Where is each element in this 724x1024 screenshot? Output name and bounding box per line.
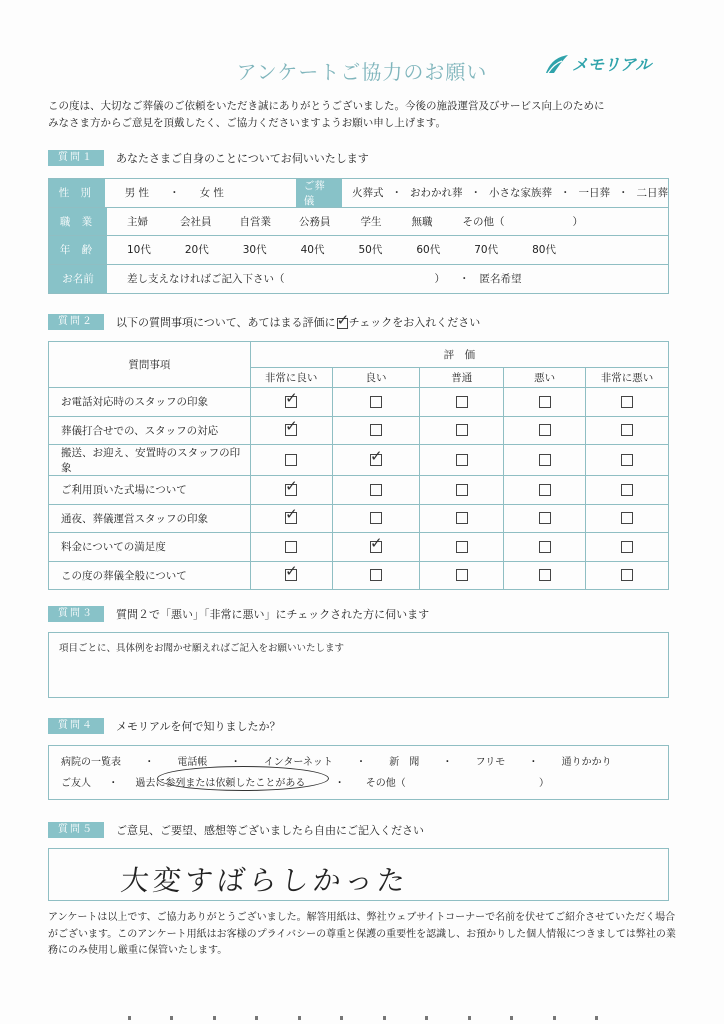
name-row — [49, 265, 668, 294]
checkbox[interactable] — [370, 396, 382, 408]
separator: ・ — [108, 778, 119, 789]
job-label: 職 業 — [49, 208, 107, 236]
job-row — [49, 208, 668, 237]
profile-table — [48, 178, 669, 294]
rating-cell — [586, 561, 669, 590]
q3-prompt: 項目ごとに、具体例をお聞かせ願えればご記入をお願いいたします — [59, 643, 345, 654]
rating-cell — [332, 476, 420, 505]
gender-row — [49, 179, 668, 208]
job-options — [107, 208, 603, 236]
checkbox[interactable] — [456, 454, 468, 466]
company-logo — [544, 52, 651, 75]
separator: ・ — [391, 187, 402, 200]
table-row — [49, 476, 669, 505]
intro-text — [48, 98, 678, 132]
checkbox[interactable] — [370, 569, 382, 581]
checkbox-checked[interactable] — [369, 447, 383, 466]
rating-cell — [420, 476, 504, 505]
rating-cell — [332, 533, 420, 562]
footer-line: アンケートは以上です、ご協力ありがとうございました。解答用紙は、弊社ウェブサイトコーナーで名前を伏せてご紹介させていただく場合 — [48, 912, 676, 923]
section5-tag: 質問５ — [48, 822, 104, 838]
gender-label: 性 別 — [49, 179, 105, 207]
checkbox[interactable] — [456, 541, 468, 553]
rating-cell — [332, 504, 420, 533]
section5-text: ご意見、ご要望、感想等ございましたら自由にご記入ください — [116, 824, 424, 837]
section3-tag: 質問３ — [48, 606, 104, 622]
checkmark-icon: ✓ — [285, 562, 298, 581]
checkbox[interactable] — [539, 541, 551, 553]
rating-cell — [420, 416, 504, 445]
question-label: 葬儀打合せでの、スタッフの対応 — [49, 416, 251, 445]
section4-header — [48, 718, 281, 734]
checkmark-icon: ✓ — [285, 417, 298, 436]
option[interactable]: 50代 — [358, 244, 383, 257]
option-selected[interactable]: 過去に参列または依頼したことがある — [135, 778, 306, 789]
checkbox[interactable] — [621, 541, 633, 553]
selection-circle — [157, 766, 329, 791]
separator: ・ — [169, 187, 180, 200]
funeral-label: ご葬儀 — [296, 179, 342, 207]
source-line-1 — [61, 753, 612, 768]
rating-cell — [420, 388, 504, 417]
rating-cell — [504, 476, 586, 505]
option[interactable]: ご友人 — [61, 778, 91, 789]
option[interactable]: 無職 — [411, 215, 433, 228]
option[interactable]: 会社員 — [180, 215, 212, 228]
option[interactable]: インターネット — [263, 757, 333, 768]
age-options — [107, 236, 576, 264]
anonymous-option[interactable]: 匿名希望 — [479, 273, 522, 286]
option[interactable]: 通りかかり — [561, 757, 612, 768]
checkbox[interactable] — [285, 454, 297, 466]
age-label: 年 齢 — [49, 236, 107, 264]
checkbox[interactable] — [539, 569, 551, 581]
rating-cell — [332, 561, 420, 590]
rating-cell — [250, 561, 332, 590]
table-row — [49, 533, 669, 562]
question-label: 通夜、葬儀運営スタッフの印象 — [49, 504, 251, 533]
option[interactable]: 小さな家族葬 — [489, 187, 552, 200]
rating-cell — [250, 445, 332, 476]
option[interactable]: 電話帳 — [177, 757, 208, 768]
rating-cell — [250, 416, 332, 445]
comment-box-q5[interactable] — [48, 848, 669, 901]
checkbox[interactable] — [370, 424, 382, 436]
paren-close: ） — [538, 778, 549, 789]
section1-header — [48, 150, 369, 166]
checkbox[interactable] — [370, 484, 382, 496]
leaf-logo-icon — [544, 53, 570, 75]
question-label: 搬送、お迎え、安置時のスタッフの印象 — [49, 445, 251, 476]
checkmark-icon: ✓ — [369, 533, 383, 552]
rating-cell — [586, 388, 669, 417]
table-row — [49, 561, 669, 590]
section4-tag: 質問４ — [48, 718, 104, 734]
separator: ・ — [618, 187, 629, 200]
footer-line: 務にのみ使用し厳重に保管いたします。 — [48, 945, 228, 956]
section3-header — [48, 606, 429, 622]
option[interactable]: 男 性 — [124, 187, 150, 200]
intro-line: みなさま方からご意見を頂戴したく、ご協力くださいますようお願い申し上げます。 — [48, 117, 446, 129]
paren-close: ） — [572, 215, 583, 228]
crop-marks — [128, 1016, 598, 1020]
checkbox[interactable] — [539, 484, 551, 496]
option[interactable]: 20代 — [184, 244, 209, 257]
col-item-header: 質問事項 — [49, 342, 251, 388]
option[interactable]: おわかれ葬 — [410, 187, 463, 200]
checkbox[interactable] — [539, 396, 551, 408]
question-label: この度の葬儀全般について — [49, 561, 251, 590]
checkbox[interactable] — [370, 512, 382, 524]
option[interactable]: 新 聞 — [389, 757, 420, 768]
separator: ・ — [459, 273, 470, 286]
rating-cell — [504, 445, 586, 476]
question-label: 料金についての満足度 — [49, 533, 251, 562]
rating-header: 非常に悪い — [586, 368, 669, 388]
checkbox[interactable] — [456, 424, 468, 436]
option[interactable]: 30代 — [242, 244, 267, 257]
option[interactable]: 80代 — [532, 244, 556, 257]
option[interactable]: 公務員 — [299, 215, 331, 228]
rating-header: 非常に良い — [250, 368, 332, 388]
separator: ・ — [470, 187, 481, 200]
option[interactable]: 40代 — [300, 244, 325, 257]
checkbox-checked[interactable] — [369, 533, 383, 553]
checkbox[interactable] — [621, 424, 633, 436]
checkbox[interactable] — [621, 484, 633, 496]
rating-header: 普通 — [420, 368, 504, 388]
name-label: お名前 — [49, 265, 107, 294]
rating-cell — [586, 504, 669, 533]
option[interactable]: フリモ — [475, 757, 506, 768]
checkbox[interactable] — [539, 454, 551, 466]
comment-box-q3[interactable] — [48, 632, 669, 698]
rating-cell — [332, 388, 420, 417]
checkbox[interactable] — [456, 569, 468, 581]
section2-text-b: チェックをお入れください — [348, 316, 481, 329]
rating-cell — [332, 416, 420, 445]
checkbox[interactable] — [456, 396, 468, 408]
name-field[interactable] — [107, 265, 542, 294]
separator: ・ — [230, 757, 241, 768]
option[interactable]: 60代 — [416, 244, 441, 257]
name-prompt: 差し支えなければご記入下さい（ — [127, 273, 285, 286]
checkbox-checked[interactable] — [285, 562, 298, 581]
rating-cell — [586, 445, 669, 476]
question-label: ご利用頂いた式場について — [49, 476, 251, 505]
handwritten-answer: 大変すばらしかった — [119, 864, 411, 897]
checkbox[interactable] — [285, 541, 297, 553]
table-row — [49, 416, 669, 445]
checkbox-checked[interactable] — [285, 417, 298, 436]
checkbox[interactable] — [621, 396, 633, 408]
rating-cell — [586, 476, 669, 505]
table-row — [49, 504, 669, 533]
rating-cell — [586, 416, 669, 445]
checkbox[interactable] — [539, 424, 551, 436]
rating-cell — [420, 504, 504, 533]
intro-line: この度は、大切なご葬儀のご依頼をいただき誠にありがとうございました。今後の施設運営及びサービス向上のために — [48, 100, 605, 112]
section3-text: 質問２で「悪い」「非常に悪い」にチェックされた方に伺います — [116, 608, 430, 621]
checkbox[interactable] — [456, 484, 468, 496]
rating-cell — [504, 561, 586, 590]
table-row — [49, 388, 669, 417]
funeral-options — [352, 179, 668, 207]
section2-text — [116, 310, 481, 330]
checkbox[interactable] — [621, 454, 633, 466]
rating-cell — [420, 445, 504, 476]
checkbox-checked[interactable] — [285, 388, 298, 408]
section2-text-a: 以下の質問事項について、あてはまる評価に — [116, 316, 336, 329]
separator: ・ — [356, 757, 367, 768]
rating-cell — [250, 388, 332, 417]
separator: ・ — [528, 757, 539, 768]
checkmark-icon: ✓ — [285, 388, 298, 407]
checkmark-icon: ✓ — [285, 505, 298, 524]
rating-header: 悪い — [504, 368, 586, 388]
option[interactable]: その他（ — [365, 778, 406, 789]
separator: ・ — [144, 757, 155, 768]
option[interactable]: その他（ — [462, 215, 505, 228]
rating-cell — [250, 504, 332, 533]
source-options — [48, 745, 669, 800]
gender-options — [105, 179, 296, 207]
age-row — [49, 236, 668, 265]
checkbox[interactable] — [621, 569, 633, 581]
checkmark-icon: ✓ — [285, 476, 298, 495]
question-label: お電話対応時のスタッフの印象 — [49, 388, 251, 417]
section1-tag: 質問１ — [48, 150, 104, 166]
rating-cell — [504, 504, 586, 533]
rating-cell — [504, 416, 586, 445]
option[interactable]: 70代 — [474, 244, 499, 257]
footer-line: がございます。このアンケート用紙はお客様のプライバシーの尊重と保護の重要性を認識し、お預かりした個人情報につきましては弊社の業 — [48, 928, 676, 940]
rating-cell — [586, 533, 669, 562]
page-title: アンケートご協力のお願い — [236, 60, 488, 84]
option[interactable]: 学生 — [360, 215, 382, 228]
table-row — [49, 445, 669, 476]
checkbox-icon: ✓ — [336, 310, 350, 329]
checkmark-icon: ✓ — [369, 447, 383, 465]
checkbox[interactable] — [621, 512, 633, 524]
option[interactable]: 二日葬 — [636, 187, 668, 200]
footer-notice — [48, 910, 678, 960]
option[interactable]: 病院の一覧表 — [61, 757, 121, 768]
section4-text: メモリアルを何で知りましたか？ — [116, 720, 281, 733]
option[interactable]: 10代 — [127, 244, 151, 257]
option[interactable]: 女 性 — [199, 187, 224, 200]
rating-cell — [332, 445, 420, 476]
rating-cell — [250, 476, 332, 505]
option[interactable]: 自営業 — [239, 215, 271, 228]
rating-cell — [504, 388, 586, 417]
rating-cell — [420, 561, 504, 590]
section1-text: あなたさまご自身のことについてお伺いいたします — [116, 152, 369, 165]
rating-table — [48, 341, 669, 590]
section5-header — [48, 822, 424, 838]
checkbox-checked[interactable] — [285, 505, 298, 524]
rating-cell — [420, 533, 504, 562]
separator: ・ — [442, 757, 453, 768]
rating-header: 良い — [332, 368, 420, 388]
checkbox[interactable] — [456, 512, 468, 524]
col-eval-header: 評 価 — [250, 342, 668, 368]
separator: ・ — [560, 187, 571, 200]
checkbox[interactable] — [539, 512, 551, 524]
section2-header — [48, 310, 481, 330]
option[interactable]: 火葬式 — [352, 187, 384, 200]
section2-tag: 質問２ — [48, 314, 104, 330]
paren-close: ） — [434, 273, 445, 286]
option[interactable]: 主婦 — [127, 215, 148, 228]
logo-text: メモリアル — [572, 55, 652, 74]
rating-cell — [504, 533, 586, 562]
checkbox-checked[interactable] — [285, 476, 298, 496]
separator: ・ — [334, 778, 345, 789]
rating-cell — [250, 533, 332, 562]
option[interactable]: 一日葬 — [578, 187, 610, 200]
